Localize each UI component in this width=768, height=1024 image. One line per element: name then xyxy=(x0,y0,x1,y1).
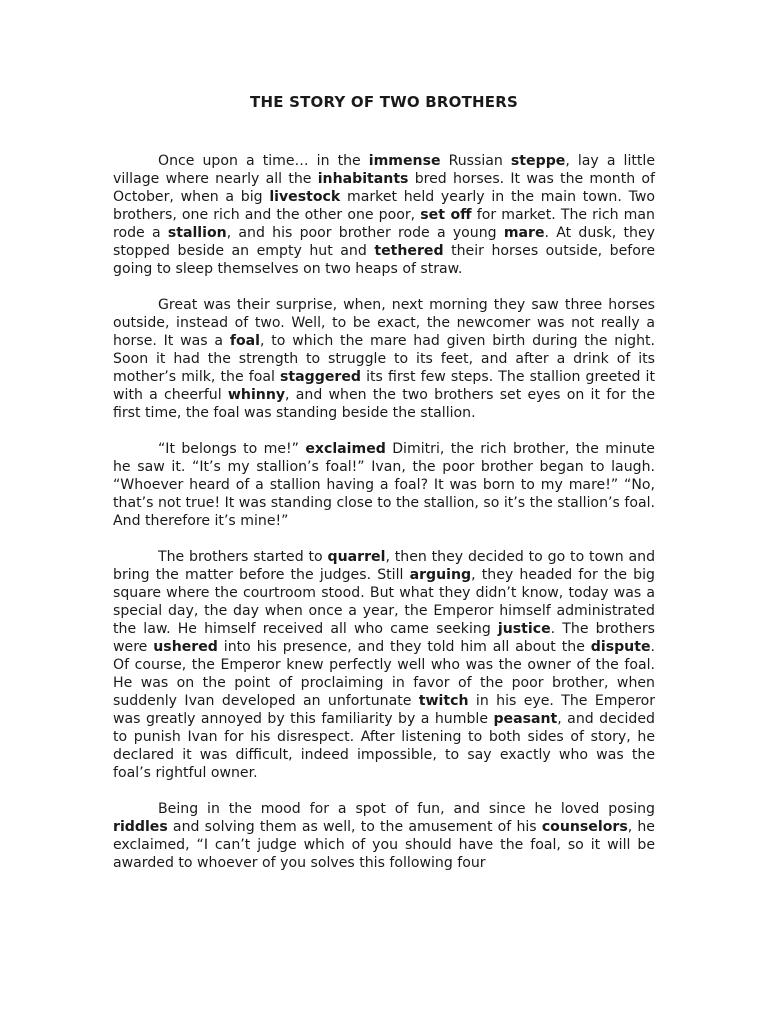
text-run: market held yearly in the main town. Two brothers, one rich and the other one poor, xyxy=(113,189,655,223)
text-run: Russian xyxy=(440,153,511,169)
text-run: , to which the mare had given birth during the night. Soon it had the strength to struggle to its feet, and after a drink of its mother’s milk, the foal xyxy=(113,333,656,385)
text-run: Being in the mood for a spot of fun, and since he loved posing xyxy=(158,801,655,817)
text-run: , and his poor brother rode a young xyxy=(226,225,504,241)
document-body xyxy=(113,152,655,890)
text-run: , and when the two brothers set eyes on it for the first time, the foal was standing beside the stallion. xyxy=(113,387,655,421)
text-run: The brothers started to xyxy=(158,549,328,565)
vocab-word: ushered xyxy=(153,639,218,655)
vocab-word: set off xyxy=(420,207,472,223)
vocab-word: counselors xyxy=(541,819,628,835)
vocab-word: peasant xyxy=(493,711,558,727)
text-run: , then they decided to go to town and bring the matter before the judges. Still xyxy=(113,549,656,583)
text-run: Great was their surprise, when, next morning they saw three horses outside, instead of two. Well, to be exact, the newcomer was not really a horse. It was a xyxy=(113,297,655,349)
text-run: , and decided to punish Ivan for his disrespect. After listening to both sides of story, he declared it was difficult, indeed impossible, to say exactly who was the foal’s rightful owner. xyxy=(113,711,655,781)
text-run: for market. The rich man rode a xyxy=(113,207,655,241)
vocab-word: whinny xyxy=(227,387,286,403)
text-run: in his eye. The Emperor was greatly annoyed by this familiarity by a humble xyxy=(113,693,656,727)
vocab-word: justice xyxy=(497,621,551,637)
text-run: , he exclaimed, “I can’t judge which of you should have the foal, so it will be awarded to whoever of you solves this following four xyxy=(113,819,655,871)
text-run: its first few steps. The stallion greeted it with a cheerful xyxy=(113,369,655,403)
vocab-word: steppe xyxy=(510,153,566,169)
vocab-word: dispute xyxy=(590,639,651,655)
vocab-word: riddles xyxy=(113,819,168,835)
text-run: “It belongs to me!” xyxy=(158,441,306,457)
paragraph-2 xyxy=(113,296,655,422)
text-run: Dimitri, the rich brother, the minute he saw it. “It’s my stallion’s foal!” Ivan, the poor brother began to laugh. “Whoever heard of a stallion having a foal? It was born to my mare!” “No, that’s not true! It was standing close to the stallion, so it’s the stallion’s foal. And therefore it’s mine!” xyxy=(113,441,655,529)
vocab-word: exclaimed xyxy=(305,441,386,457)
paragraph-4 xyxy=(113,548,655,782)
vocab-word: foal xyxy=(229,333,260,349)
text-run: into his presence, and they told him all about the xyxy=(217,639,591,655)
text-run: their horses outside, before going to sleep themselves on two heaps of straw. xyxy=(113,243,655,277)
paragraph-3 xyxy=(113,440,655,530)
text-run: , lay a little village where nearly all the xyxy=(113,153,655,187)
text-run: . The brothers were xyxy=(113,621,655,655)
vocab-word: twitch xyxy=(418,693,469,709)
paragraph-5 xyxy=(113,800,655,872)
text-run: Once upon a time… in the xyxy=(158,153,369,169)
vocab-word: immense xyxy=(368,153,441,169)
text-run: bred horses. It was the month of October, when a big xyxy=(113,171,655,205)
vocab-word: livestock xyxy=(269,189,341,205)
vocab-word: mare xyxy=(503,225,545,241)
vocab-word: stallion xyxy=(167,225,227,241)
text-run: . Of course, the Emperor knew perfectly well who was the owner of the foal. He was on the point of proclaiming in favor of the poor brother, when suddenly Ivan developed an unfortunate xyxy=(113,639,655,709)
vocab-word: staggered xyxy=(280,369,361,385)
text-run: . At dusk, they stopped beside an empty hut and xyxy=(113,225,655,259)
vocab-word: quarrel xyxy=(327,549,386,565)
vocab-word: tethered xyxy=(374,243,444,259)
paragraph-1 xyxy=(113,152,655,278)
document-title: THE STORY OF TWO BROTHERS xyxy=(250,93,518,111)
vocab-word: inhabitants xyxy=(317,171,409,187)
vocab-word: arguing xyxy=(409,567,472,583)
text-run: and solving them as well, to the amusement of his xyxy=(167,819,542,835)
text-run: , they headed for the big square where the courtroom stood. But what they didn’t know, today was a special day, the day when once a year, the Emperor himself administrated the law. He himself received all who came seeking xyxy=(113,567,655,637)
